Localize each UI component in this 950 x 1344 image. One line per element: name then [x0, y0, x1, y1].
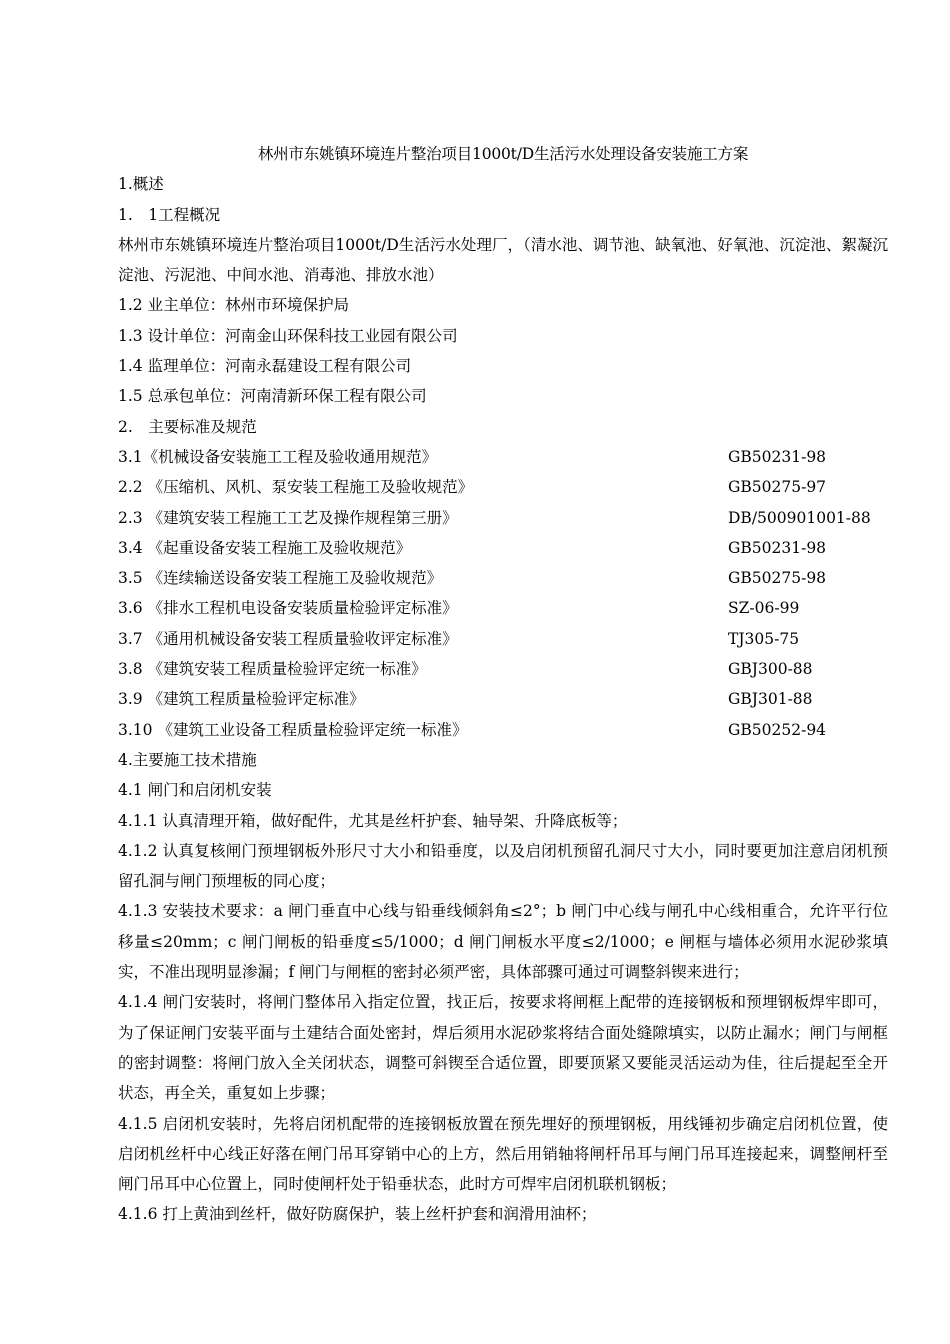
section-1-heading: 1.概述 — [118, 175, 164, 194]
standard-code: GB50275-98 — [728, 569, 827, 588]
standard-row — [118, 684, 888, 714]
general-contractor: 1.5 总承包单位：河南清新环保工程有限公司 — [118, 387, 427, 406]
clause-4-1-1: 4.1.1 认真清理开箱，做好配件，尤其是丝杆护套、轴导架、升降底板等； — [118, 811, 628, 830]
standard-code: GBJ301-88 — [728, 690, 813, 709]
standard-row — [118, 624, 888, 654]
standard-code: TJ305-75 — [728, 629, 800, 648]
standard-name: 3.10 《建筑工业设备工程质量检验评定统一标准》 — [118, 720, 468, 739]
standard-name: 3.6 《排水工程机电设备安装质量检验评定标准》 — [118, 599, 458, 618]
section-4-1-heading: 4.1 闸门和启闭机安装 — [118, 781, 272, 800]
standard-name: 3.8 《建筑安装工程质量检验评定统一标准》 — [118, 660, 427, 679]
standard-name: 3.5 《连续输送设备安装工程施工及验收规范》 — [118, 569, 443, 588]
standard-code: SZ-06-99 — [728, 599, 800, 618]
standard-name: 3.7 《通用机械设备安装工程质量验收评定标准》 — [118, 629, 458, 648]
standard-code: GB50231-98 — [728, 447, 827, 466]
standard-name: 3.9 《建筑工程质量检验评定标准》 — [118, 690, 365, 709]
project-overview-paragraph: 林州市东姚镇环境连片整治项目1000t/D生活污水处理厂，（清水池、调节池、缺氧池、好氧池、沉淀池、絮凝沉淀池、污泥池、中间水池、消毒池、排放水池） — [118, 235, 888, 285]
standard-name: 2.3 《建筑安装工程施工工艺及操作规程第三册》 — [118, 508, 458, 527]
design-unit: 1.3 设计单位：河南金山环保科技工业园有限公司 — [118, 326, 458, 345]
section-2-heading: 2. 主要标准及规范 — [118, 417, 257, 436]
document-page — [118, 139, 888, 1230]
standard-row — [118, 715, 888, 745]
section-4-heading: 4.主要施工技术措施 — [118, 750, 257, 769]
standard-row — [118, 533, 888, 563]
section-1-1-heading: 1. 1工程概况 — [118, 205, 221, 224]
standard-code: GB50275-97 — [728, 478, 827, 497]
standard-row — [118, 503, 888, 533]
standard-row — [118, 654, 888, 684]
standards-list — [118, 442, 888, 745]
clause-4-1-4: 4.1.4 闸门安装时，将闸门整体吊入指定位置，找正后，按要求将闸框上配带的连接钢板和预埋钢板焊牢即可，为了保证闸门安装平面与土建结合面处密封，焊后须用水泥砂浆将结合面处缝隙填实，以防止漏水；闸门与闸框的密封调整：将闸门放入全关闭状态，调整可斜锲至合适位置，即要顶紧又要能灵活运动为佳，往后提起至全开状态，再全关，重复如上步骤； — [118, 993, 888, 1103]
standard-row — [118, 442, 888, 472]
standard-name: 2.2 《压缩机、风机、泵安装工程施工及验收规范》 — [118, 478, 474, 497]
document-title: 林州市东姚镇环境连片整治项目1000t/D生活污水处理设备安装施工方案 — [257, 145, 749, 163]
standard-code: GB50252-94 — [728, 720, 827, 739]
standard-row — [118, 563, 888, 593]
standard-code: GB50231-98 — [728, 538, 827, 557]
standard-row — [118, 593, 888, 623]
standard-row — [118, 472, 888, 502]
clause-4-1-5: 4.1.5 启闭机安装时，先将启闭机配带的连接钢板放置在预先埋好的预埋钢板，用线锤初步确定启闭机位置，使启闭机丝杆中心线正好落在闸门吊耳穿销中心的上方，然后用销轴将闸杆吊耳与闸门吊耳连接起来，调整闸杆至闸门吊耳中心位置上，同时使闸杆处于铅垂状态，此时方可焊牢启闭机联机钢板； — [118, 1114, 888, 1194]
supervision-unit: 1.4 监理单位：河南永磊建设工程有限公司 — [118, 357, 412, 376]
clause-4-1-6: 4.1.6 打上黄油到丝杆，做好防腐保护，装上丝杆护套和润滑用油杯； — [118, 1205, 597, 1224]
standard-code: DB/500901001-88 — [728, 508, 871, 527]
clause-4-1-3: 4.1.3 安装技术要求：a 闸门垂直中心线与铅垂线倾斜角≤2°；b 闸门中心线与闸孔中心线相重合，允许平行位移量≤20mm；c 闸门闸板的铅垂度≤5/1000；d 闸门闸板水平度≤2/1000；e 闸框与墙体必须用水泥砂浆填实，不准出现明显渗漏；f 闸门与闸框的密封必须严密，具体部骤可通过可调整斜锲来进行； — [118, 902, 888, 982]
owner-unit: 1.2 业主单位：林州市环境保护局 — [118, 296, 350, 315]
standard-code: GBJ300-88 — [728, 660, 813, 679]
standard-name: 3.1《机械设备安装施工工程及验收通用规范》 — [118, 447, 438, 466]
clause-4-1-2: 4.1.2 认真复核闸门预埋钢板外形尺寸大小和铅垂度，以及启闭机预留孔洞尺寸大小，同时要更加注意启闭机预留孔洞与闸门预埋板的同心度； — [118, 841, 888, 891]
standard-name: 3.4 《起重设备安装工程施工及验收规范》 — [118, 538, 412, 557]
